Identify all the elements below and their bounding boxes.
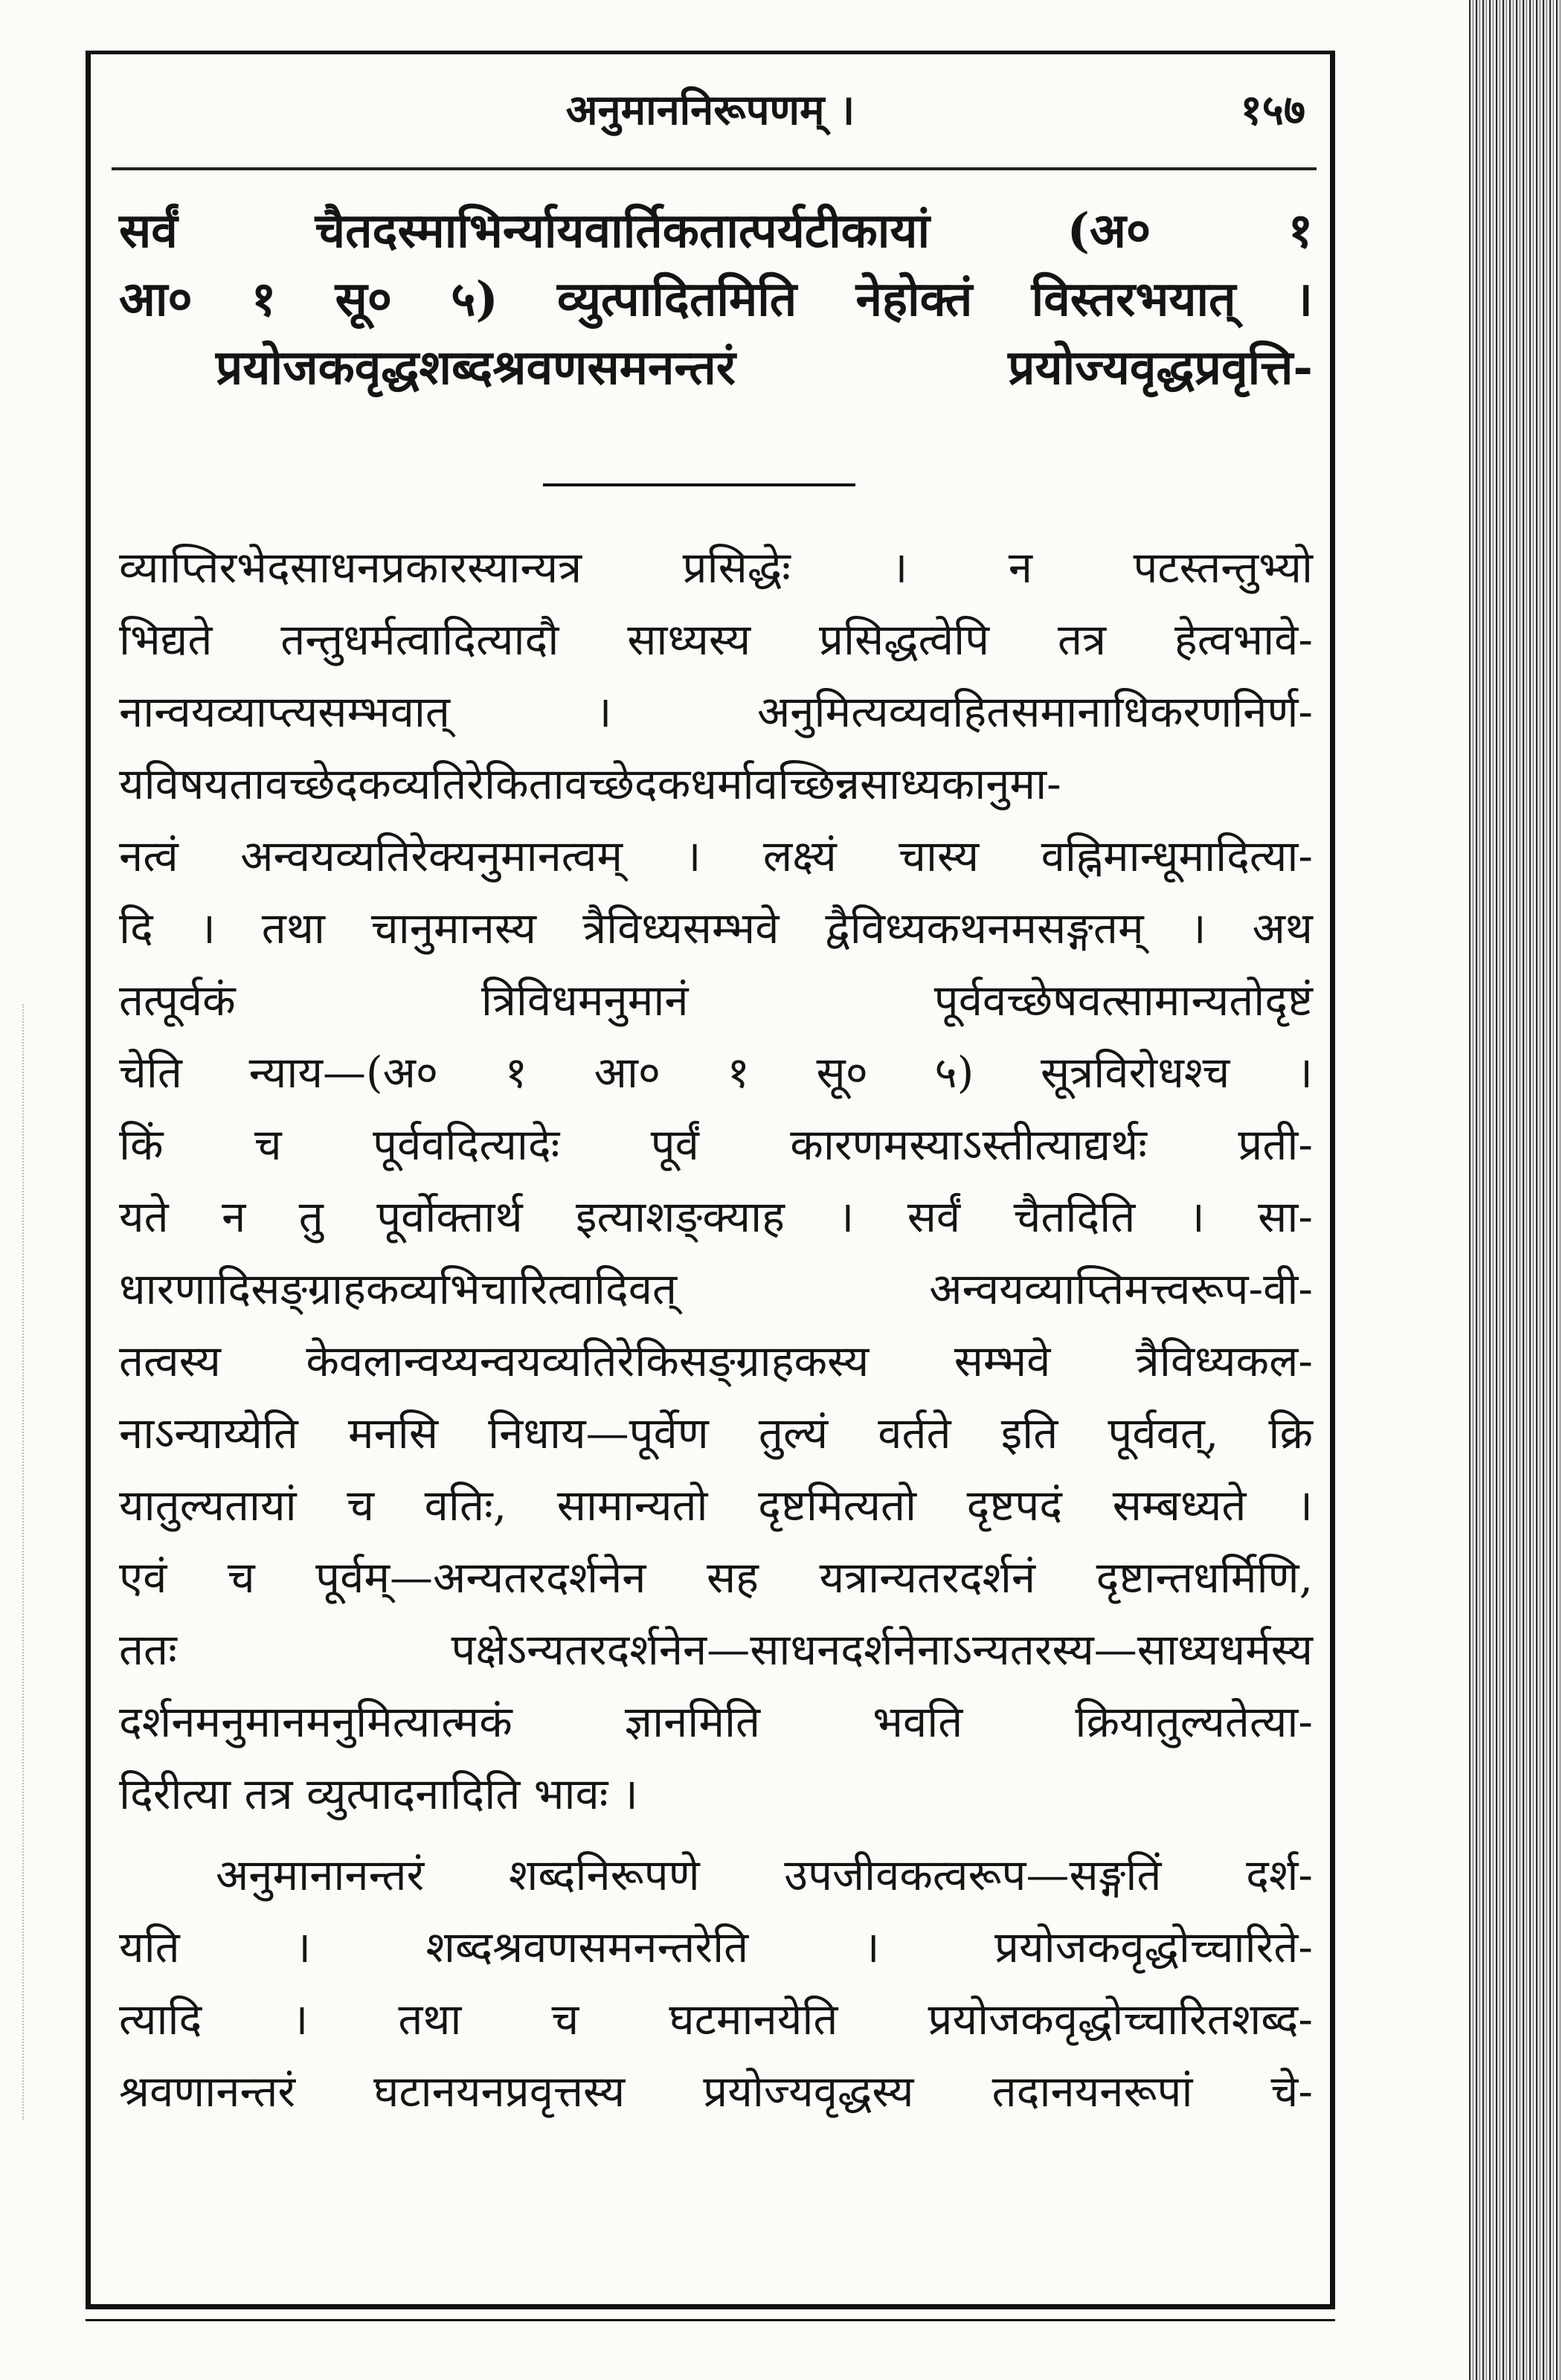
- page-edge-shadow: [1469, 0, 1562, 2380]
- commentary-line: अनुमानानन्तरं शब्दनिरूपणे उपजीवकत्वरूप—सङ्गतिं दर्श-: [216, 1850, 1313, 1900]
- commentary-line: व्याप्तिरभेदसाधनप्रकारस्यान्यत्र प्रसिद्धेः । न पटस्तन्तुभ्यो: [119, 542, 1313, 593]
- mula-line: सर्वं चैतदस्माभिर्न्यायवार्तिकतात्पर्यटीकायां (अ० १: [119, 203, 1313, 259]
- commentary-line: नत्वं अन्वयव्यतिरेक्यनुमानत्वम् । लक्ष्यं चास्य वह्निमान्धूमादित्या-: [119, 831, 1313, 881]
- frame-bottom-rule-thin: [86, 2319, 1335, 2321]
- paragraph-gap: [119, 1830, 1313, 1839]
- page-number: १५७: [1240, 86, 1305, 135]
- frame-bottom-rule: [86, 2304, 1335, 2309]
- commentary-line: धारणादिसङ्ग्राहकव्यभिचारित्वादिवत् अन्वयव्याप्तिमत्त्वरूप-वी-: [119, 1264, 1313, 1314]
- commentary-line: नान्वयव्याप्त्यसम्भवात् । अनुमित्यव्यवहितसमानाधिकरणनिर्ण-: [119, 686, 1313, 737]
- running-head: [100, 80, 1320, 147]
- commentary-line: दि । तथा चानुमानस्य त्रैविध्यसम्भवे द्वैविध्यकथनमसङ्गतम् । अथ: [119, 903, 1313, 953]
- commentary-line: चेति न्याय—(अ० १ आ० १ सू० ५) सूत्रविरोधश्च ।: [119, 1047, 1313, 1098]
- commentary-line: एवं च पूर्वम्—अन्यतरदर्शनेन सह यत्रान्यतरदर्शनं दृष्टान्तधर्मिणि,: [119, 1552, 1313, 1603]
- commentary-line: दर्शनमनुमानमनुमित्यात्मकं ज्ञानमिति भवति क्रियातुल्यतेत्या-: [119, 1696, 1313, 1747]
- mula-line: प्रयोजकवृद्धशब्दश्रवणसमनन्तरं प्रयोज्यवृद्धप्रवृत्ति-: [216, 340, 1313, 396]
- commentary-line: श्रवणानन्तरं घटानयनप्रवृत्तस्य प्रयोज्यवृद्धस्य तदानयनरूपां चे-: [119, 2066, 1313, 2117]
- commentary-line: किं च पूर्ववदित्यादेः पूर्वं कारणमस्याऽस्तीत्याद्यर्थः प्रती-: [119, 1119, 1313, 1170]
- commentary-line: तत्पूर्वकं त्रिविधमनुमानं पूर्ववच्छेषवत्सामान्यतोदृष्टं: [119, 975, 1313, 1026]
- commentary-text-block: [119, 532, 1313, 2128]
- section-divider: [543, 483, 855, 486]
- commentary-line: यति । शब्दश्रवणसमनन्तरेति । प्रयोजकवृद्धोच्चारिते-: [119, 1922, 1313, 1972]
- running-title: अनुमाननिरूपणम् ।: [565, 86, 855, 135]
- commentary-line: नाऽन्याय्येति मनसि निधाय—पूर्वेण तुल्यं वर्तते इति पूर्ववत्, क्रि: [119, 1408, 1313, 1458]
- commentary-line: दिरीत्या तत्र व्युत्पादनादिति भावः ।: [119, 1769, 638, 1819]
- commentary-line: ततः पक्षेऽन्यतरदर्शनेन—साधनदर्शनेनाऽन्यतरस्य—साध्यधर्मस्य: [119, 1624, 1313, 1675]
- commentary-line: भिद्यते तन्तुधर्मत्वादित्यादौ साध्यस्य प्रसिद्धत्वेपि तत्र हेत्वभावे-: [119, 614, 1313, 665]
- margin-artifact: [22, 1004, 25, 2120]
- commentary-line: यते न तु पूर्वोक्तार्थ इत्याशङ्क्याह । सर्वं चैतदिति । सा-: [119, 1191, 1313, 1242]
- commentary-line: तत्वस्य केवलान्वय्यन्वयव्यतिरेकिसङ्ग्राहकस्य सम्भवे त्रैविध्यकल-: [119, 1336, 1313, 1386]
- commentary-line: यविषयतावच्छेदकव्यतिरेकितावच्छेदकधर्मावच्छिन्नसाध्यकानुमा-: [119, 759, 1061, 809]
- commentary-line: यातुल्यतायां च वतिः, सामान्यतो दृष्टमित्यतो दृष्टपदं सम्बध्यते ।: [119, 1480, 1313, 1531]
- commentary-line: त्यादि । तथा च घटमानयेति प्रयोजकवृद्धोच्चारितशब्द-: [119, 1994, 1313, 2045]
- header-rule: [112, 167, 1317, 170]
- mula-line: आ० १ सू० ५) व्युत्पादितमिति नेहोक्तं विस्तरभयात् ।: [119, 271, 1313, 327]
- mula-text-block: [119, 197, 1313, 402]
